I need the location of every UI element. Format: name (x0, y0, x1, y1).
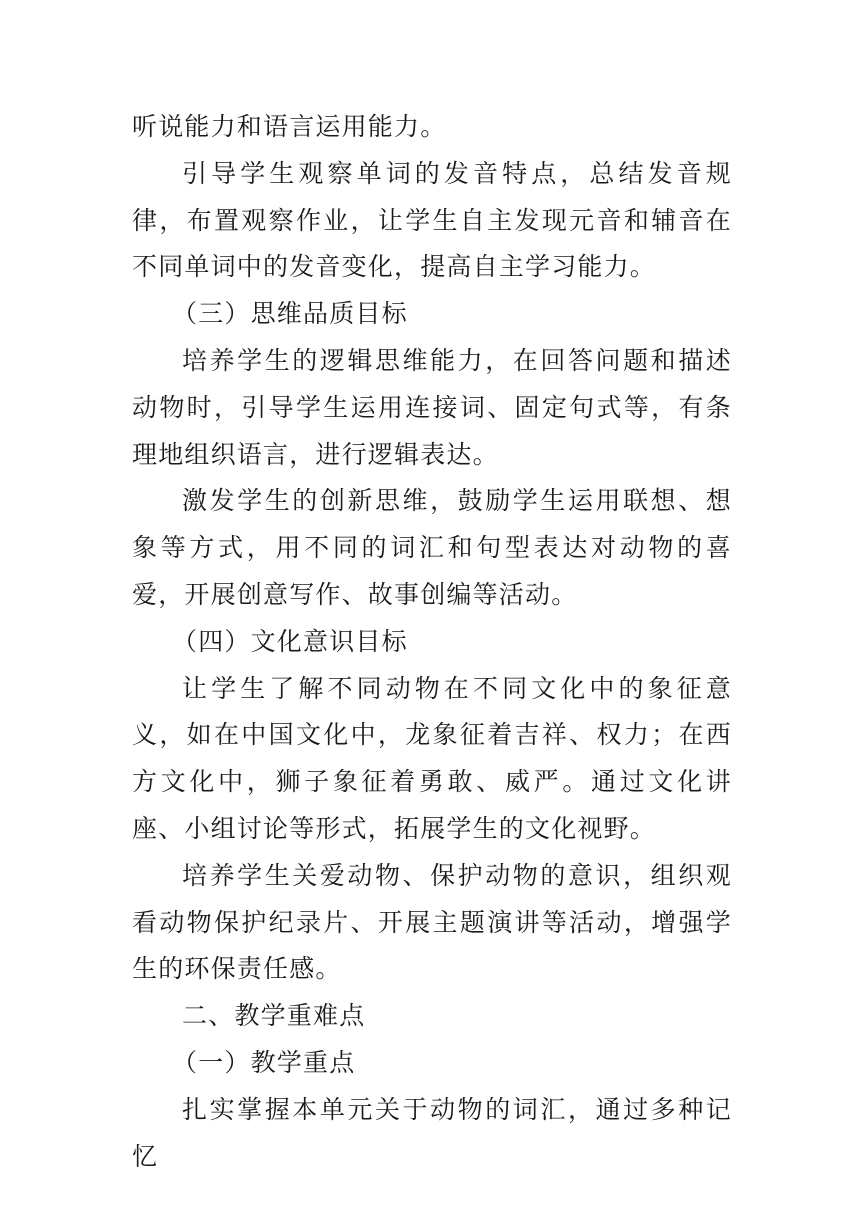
paragraph-pronunciation-observation: 引导学生观察单词的发音特点，总结发音规律，布置观察作业，让学生自主发现元音和辅音在不同单词中的发音变化，提高自主学习能力。 (132, 158, 732, 282)
subheading-cultural-awareness: （四）文化意识目标 (172, 626, 408, 656)
document-body (132, 104, 732, 1180)
paragraph-animal-symbolism: 让学生了解不同动物在不同文化中的象征意义，如在中国文化中，龙象征着吉祥、权力；在西方文化中，狮子象征着勇敢、威严。通过文化讲座、小组讨论等形式，拓展学生的文化视野。 (132, 673, 732, 843)
subheading-thinking-quality: （三）思维品质目标 (172, 299, 408, 329)
paragraph-vocabulary-mastery: 扎实掌握本单元关于动物的词汇，通过多种记忆 (132, 1094, 732, 1171)
paragraph-animal-protection: 培养学生关爱动物、保护动物的意识，组织观看动物保护纪录片、开展主题演讲等活动，增强学生的环保责任感。 (132, 860, 732, 984)
paragraph-creative-thinking: 激发学生的创新思维，鼓励学生运用联想、想象等方式，用不同的词汇和句型表达对动物的喜爱，开展创意写作、故事创编等活动。 (132, 486, 732, 609)
paragraph-continuation: 听说能力和语言运用能力。 (132, 112, 447, 141)
heading-key-difficulties: 二、教学重难点 (182, 1001, 366, 1031)
paragraph-logical-thinking: 培养学生的逻辑思维能力，在回答问题和描述动物时，引导学生运用连接词、固定句式等，有条理地组织语言，进行逻辑表达。 (132, 345, 732, 469)
subheading-teaching-focus: （一）教学重点 (172, 1047, 356, 1077)
